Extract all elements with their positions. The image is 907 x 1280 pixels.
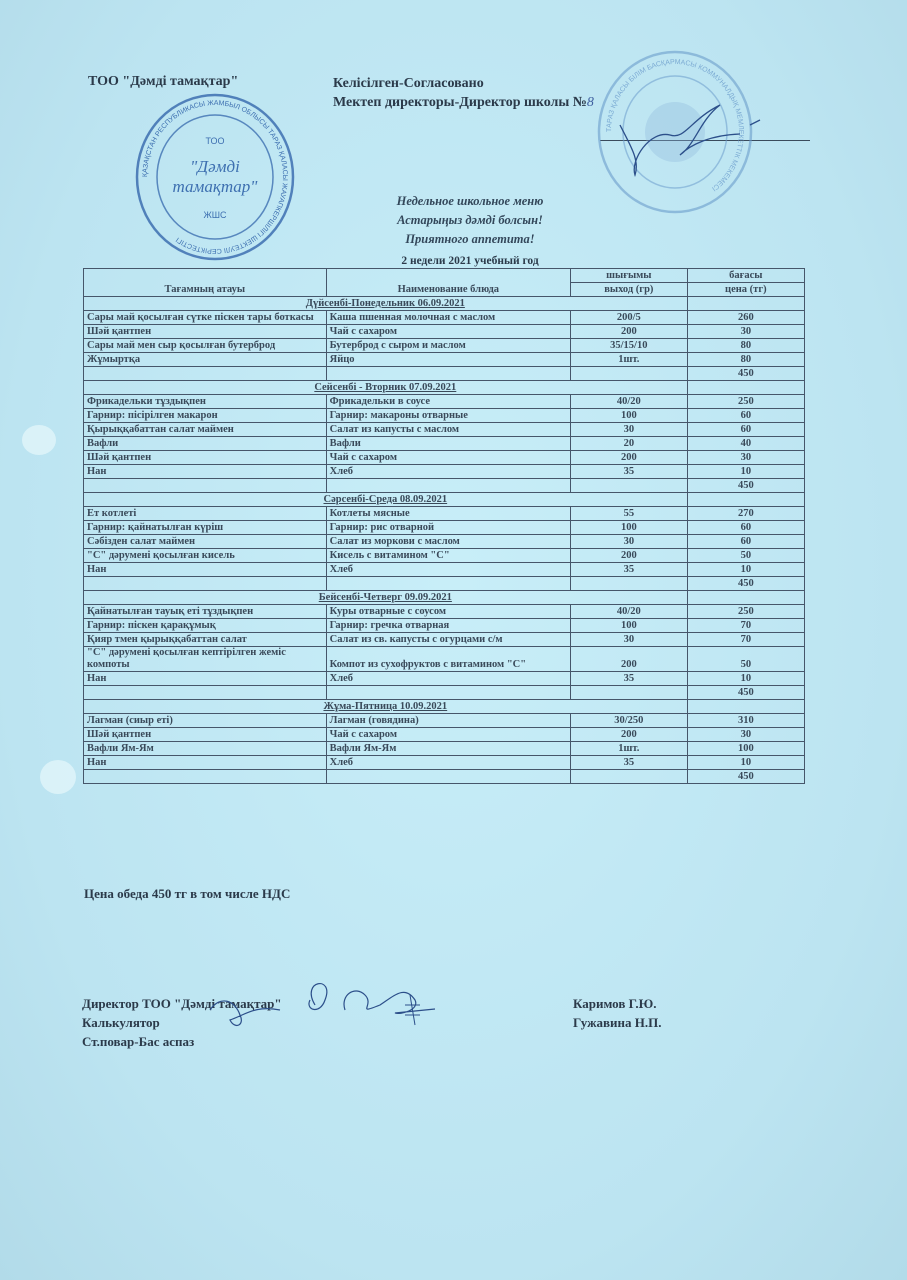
- company-stamp: [135, 92, 295, 262]
- cell-ru: Каша пшенная молочная с маслом: [326, 311, 570, 325]
- day-total-row: [84, 577, 805, 591]
- table-row: [84, 563, 805, 577]
- day-header-row: [84, 297, 805, 311]
- cell-out: 35: [571, 756, 688, 770]
- stamp-name-line2: тамақтар": [172, 177, 258, 196]
- cell-ru: Бутерброд с сыром и маслом: [326, 339, 570, 353]
- cell-price: 60: [687, 521, 804, 535]
- cell-kz: Ет котлеті: [84, 507, 327, 521]
- cell-out: 35/15/10: [571, 339, 688, 353]
- director-role: Директор ТОО "Дәмді тамақтар": [82, 996, 282, 1011]
- header-output-ru: выход (гр): [571, 283, 688, 297]
- cell-ru: Вафли Ям-Ям: [326, 742, 570, 756]
- cell-price: 100: [687, 742, 804, 756]
- footer-signatures: [205, 975, 465, 1045]
- calculator-sign-mark: [344, 991, 435, 1013]
- empty-cell: [326, 479, 570, 493]
- table-row: [84, 409, 805, 423]
- day-total: 450: [687, 770, 804, 784]
- cell-price: 260: [687, 311, 804, 325]
- cell-ru: Чай с сахаром: [326, 325, 570, 339]
- cell-out: 200: [571, 647, 688, 672]
- empty-cell: [84, 770, 327, 784]
- empty-cell: [326, 367, 570, 381]
- school-number: 8: [586, 95, 594, 110]
- director-sign-mark: [309, 984, 327, 1010]
- cell-price: 310: [687, 714, 804, 728]
- day-total: 450: [687, 686, 804, 700]
- day-label-cell: [84, 591, 688, 605]
- day-header-price-cell: [687, 591, 804, 605]
- cell-price: 50: [687, 549, 804, 563]
- empty-cell: [571, 367, 688, 381]
- menu-table: [83, 268, 805, 784]
- table-row: [84, 742, 805, 756]
- empty-cell: [571, 770, 688, 784]
- cell-ru: Салат из моркови с маслом: [326, 535, 570, 549]
- cell-out: 55: [571, 507, 688, 521]
- day-label: Бейсенбі-Четверг 09.09.2021: [318, 592, 452, 603]
- day-total: 450: [687, 577, 804, 591]
- signature-names: [573, 994, 662, 1032]
- table-row: [84, 339, 805, 353]
- cell-price: 10: [687, 465, 804, 479]
- table-row: [84, 311, 805, 325]
- lunch-price-note: Цена обеда 450 тг в том числе НДС: [84, 886, 291, 901]
- empty-cell: [326, 577, 570, 591]
- calculator-role: Калькулятор: [82, 1015, 160, 1030]
- cell-kz: Нан: [84, 465, 327, 479]
- cell-out: 30/250: [571, 714, 688, 728]
- day-label: Жұма-Пятница 10.09.2021: [323, 701, 448, 712]
- table-header-row: [84, 269, 805, 283]
- table-row: [84, 325, 805, 339]
- day-header-price-cell: [687, 700, 804, 714]
- director-label: Мектеп директоры-Директор школы №8: [333, 95, 594, 110]
- stamp-top: ТОО: [205, 136, 225, 146]
- cell-price: 70: [687, 633, 804, 647]
- table-row: [84, 672, 805, 686]
- table-row: [84, 437, 805, 451]
- cell-price: 250: [687, 395, 804, 409]
- day-label-cell: [84, 381, 688, 395]
- empty-cell: [571, 686, 688, 700]
- cell-ru: Компот из сухофруктов с витамином "С": [326, 647, 570, 672]
- cell-out: 35: [571, 465, 688, 479]
- menu-greeting-kz: Астарыңыз дәмді болсын!: [397, 213, 543, 227]
- cell-kz: Нан: [84, 563, 327, 577]
- day-header-row: [84, 700, 805, 714]
- cell-kz: "С" дәрумені қосылған кептірілген жеміс компоты: [84, 647, 327, 672]
- cell-ru: Фрикадельки в соусе: [326, 395, 570, 409]
- cell-price: 80: [687, 353, 804, 367]
- cell-ru: Хлеб: [326, 756, 570, 770]
- empty-cell: [571, 577, 688, 591]
- cell-price: 10: [687, 756, 804, 770]
- empty-cell: [326, 686, 570, 700]
- cell-ru: Котлеты мясные: [326, 507, 570, 521]
- cell-out: 20: [571, 437, 688, 451]
- school-stamp-text: ТАРАЗ ҚАЛАСЫ БІЛІМ БАСҚАРМАСЫ КОММУНАЛДЫҚ МЕМЛЕКЕТТІК МЕКЕМЕСІ: [605, 58, 745, 192]
- table-row: [84, 549, 805, 563]
- header-price-ru: цена (тг): [687, 283, 804, 297]
- cell-kz: Вафли: [84, 437, 327, 451]
- day-total-row: [84, 479, 805, 493]
- cell-kz: Вафли Ям-Ям: [84, 742, 327, 756]
- stamp-bottom: ЖШС: [203, 210, 227, 220]
- table-row: [84, 465, 805, 479]
- day-total-row: [84, 686, 805, 700]
- cell-out: 30: [571, 633, 688, 647]
- organization-name: ТОО "Дәмді тамақтар": [88, 74, 239, 89]
- empty-cell: [571, 479, 688, 493]
- cell-out: 1шт.: [571, 353, 688, 367]
- cell-ru: Чай с сахаром: [326, 451, 570, 465]
- cell-ru: Хлеб: [326, 465, 570, 479]
- cell-kz: Гарнир: піскен қарақұмық: [84, 619, 327, 633]
- empty-cell: [326, 770, 570, 784]
- cell-price: 10: [687, 672, 804, 686]
- cook-role: Ст.повар-Бас аспаз: [82, 1034, 195, 1049]
- cell-price: 270: [687, 507, 804, 521]
- day-total-row: [84, 770, 805, 784]
- cell-price: 60: [687, 409, 804, 423]
- cell-price: 30: [687, 451, 804, 465]
- cell-ru: Яйцо: [326, 353, 570, 367]
- table-row: [84, 714, 805, 728]
- table-row: [84, 619, 805, 633]
- day-label-cell: [84, 493, 688, 507]
- empty-cell: [84, 479, 327, 493]
- cell-out: 200/5: [571, 311, 688, 325]
- cell-kz: Фрикадельки тұздықпен: [84, 395, 327, 409]
- table-row: [84, 633, 805, 647]
- cell-ru: Гарнир: рис отварной: [326, 521, 570, 535]
- cell-price: 60: [687, 423, 804, 437]
- cell-price: 10: [687, 563, 804, 577]
- cell-out: 200: [571, 451, 688, 465]
- table-row: [84, 353, 805, 367]
- cell-out: 35: [571, 672, 688, 686]
- cell-price: 30: [687, 728, 804, 742]
- approval-block: [333, 74, 594, 112]
- cell-kz: Нан: [84, 672, 327, 686]
- cell-ru: Вафли: [326, 437, 570, 451]
- cell-ru: Салат из св. капусты с огурцами с/м: [326, 633, 570, 647]
- day-total-row: [84, 367, 805, 381]
- director-name: Каримов Г.Ю.: [573, 996, 657, 1011]
- day-header-row: [84, 493, 805, 507]
- table-row: [84, 647, 805, 672]
- cell-out: 40/20: [571, 395, 688, 409]
- cell-out: 100: [571, 619, 688, 633]
- day-label-cell: [84, 297, 688, 311]
- cell-out: 35: [571, 563, 688, 577]
- menu-title-block: [300, 192, 640, 249]
- cell-ru: Кисель с витамином "С": [326, 549, 570, 563]
- cell-ru: Гарнир: гречка отварная: [326, 619, 570, 633]
- table-row: [84, 728, 805, 742]
- table-row: [84, 521, 805, 535]
- cell-price: 60: [687, 535, 804, 549]
- cell-kz: Гарнир: қайнатылған күріш: [84, 521, 327, 535]
- day-header-price-cell: [687, 381, 804, 395]
- stamp-outer-text: ҚАЗАҚСТАН РЕСПУБЛИКАСЫ ЖАМБЫЛ ОБЛЫСЫ ТАРАЗ ҚАЛАСЫ ЖАУАПКЕРШІЛІГІ ШЕКТЕУЛІ СЕРІКТЕСТІГІ: [141, 99, 289, 255]
- cell-kz: Қырыққабаттан салат маймен: [84, 423, 327, 437]
- cell-kz: Шәй қантпен: [84, 728, 327, 742]
- cell-ru: Гарнир: макароны отварные: [326, 409, 570, 423]
- menu-greeting-ru: Приятного аппетита!: [405, 232, 535, 246]
- cell-kz: Нан: [84, 756, 327, 770]
- cook-sign-mark: [210, 1001, 280, 1026]
- day-label: Дүйсенбі-Понедельник 06.09.2021: [305, 298, 465, 309]
- day-label: Сейсенбі - Вторник 07.09.2021: [314, 382, 457, 393]
- day-total: 450: [687, 479, 804, 493]
- sign-hatch: [405, 995, 420, 1025]
- table-row: [84, 756, 805, 770]
- cell-price: 30: [687, 325, 804, 339]
- cell-price: 50: [687, 647, 804, 672]
- table-row: [84, 423, 805, 437]
- menu-title: Недельное школьное меню: [396, 194, 544, 208]
- day-header-row: [84, 591, 805, 605]
- cell-kz: Шәй қантпен: [84, 451, 327, 465]
- cell-ru: Лагман (говядина): [326, 714, 570, 728]
- cell-out: 200: [571, 728, 688, 742]
- punch-hole-top: [22, 425, 56, 455]
- cell-price: 40: [687, 437, 804, 451]
- cell-kz: Қияр тмен қырыққабаттан салат: [84, 633, 327, 647]
- cell-out: 200: [571, 549, 688, 563]
- day-label: Сәрсенбі-Среда 08.09.2021: [323, 494, 448, 505]
- cell-out: 30: [571, 423, 688, 437]
- day-header-price-cell: [687, 493, 804, 507]
- table-row: [84, 507, 805, 521]
- cell-price: 70: [687, 619, 804, 633]
- table-row: [84, 605, 805, 619]
- table-row: [84, 535, 805, 549]
- cell-kz: Қайнатылған тауық еті тұздықпен: [84, 605, 327, 619]
- cell-kz: Сары май мен сыр қосылған бутерброд: [84, 339, 327, 353]
- cell-price: 80: [687, 339, 804, 353]
- empty-cell: [84, 367, 327, 381]
- cell-out: 1шт.: [571, 742, 688, 756]
- cell-kz: Шәй қантпен: [84, 325, 327, 339]
- table-row: [84, 395, 805, 409]
- day-header-price-cell: [687, 297, 804, 311]
- day-label-cell: [84, 700, 688, 714]
- cell-out: 40/20: [571, 605, 688, 619]
- cell-kz: Лагман (сиыр еті): [84, 714, 327, 728]
- header-name-kz: Тағамның атауы: [84, 269, 327, 297]
- cell-out: 30: [571, 535, 688, 549]
- cell-kz: Гарнир: пісірілген макарон: [84, 409, 327, 423]
- cell-kz: Сары май қосылған сүтке піскен тары боткасы: [84, 311, 327, 325]
- cell-kz: Жұмыртқа: [84, 353, 327, 367]
- cell-ru: Салат из капусты с маслом: [326, 423, 570, 437]
- stamp-name-line1: "Дәмді: [190, 157, 240, 176]
- table-row: [84, 451, 805, 465]
- cell-ru: Хлеб: [326, 563, 570, 577]
- cell-out: 100: [571, 409, 688, 423]
- header-output-kz: шығымы: [571, 269, 688, 283]
- approved-label: Келісілген-Согласовано: [333, 76, 484, 91]
- header-price-kz: бағасы: [687, 269, 804, 283]
- cell-out: 200: [571, 325, 688, 339]
- menu-subtitle: 2 недели 2021 учебный год: [401, 255, 539, 267]
- cell-ru: Чай с сахаром: [326, 728, 570, 742]
- cell-out: 100: [571, 521, 688, 535]
- empty-cell: [84, 686, 327, 700]
- calculator-name: Гужавина Н.П.: [573, 1015, 662, 1030]
- day-total: 450: [687, 367, 804, 381]
- cell-price: 250: [687, 605, 804, 619]
- cell-kz: Сәбізден салат маймен: [84, 535, 327, 549]
- header-name-ru: Наименование блюда: [326, 269, 570, 297]
- day-header-row: [84, 381, 805, 395]
- cell-ru: Куры отварные с соусом: [326, 605, 570, 619]
- cell-ru: Хлеб: [326, 672, 570, 686]
- cell-kz: "С" дәрумені қосылған кисель: [84, 549, 327, 563]
- empty-cell: [84, 577, 327, 591]
- punch-hole-bottom: [40, 760, 76, 794]
